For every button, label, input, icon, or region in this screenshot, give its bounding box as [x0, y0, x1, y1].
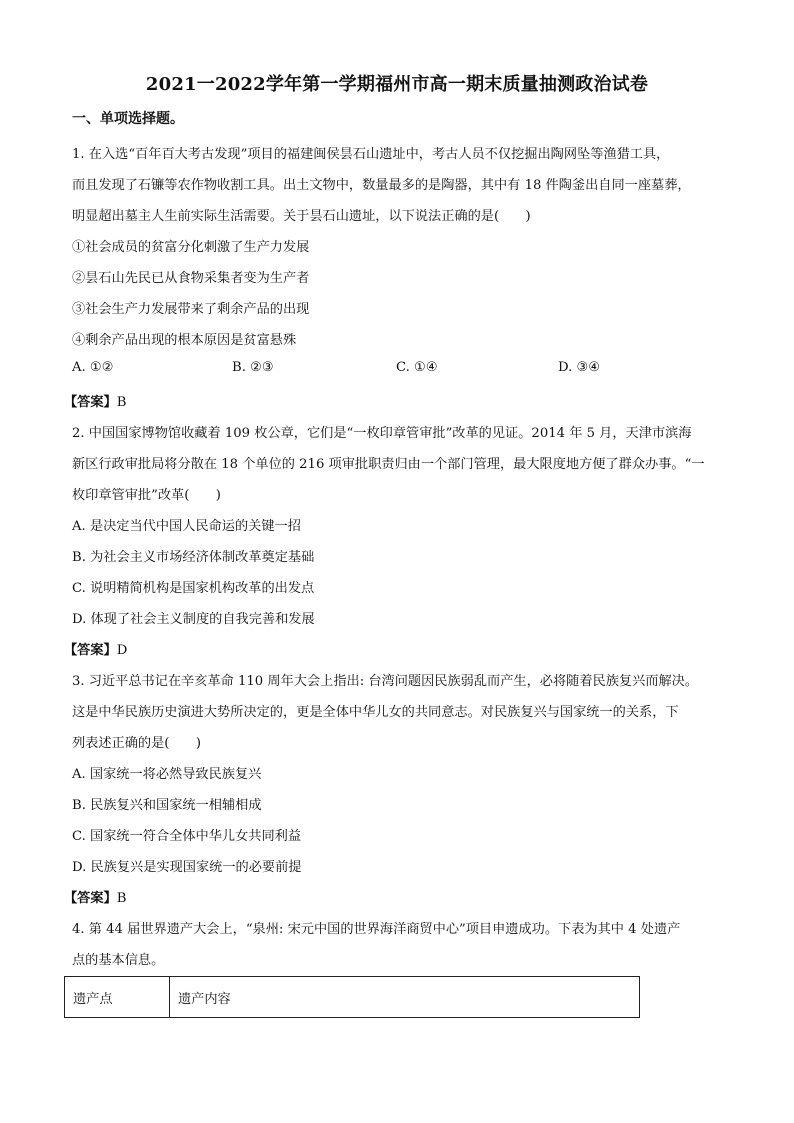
q3-answer: [64, 887, 126, 906]
table-header-row: [65, 977, 640, 1018]
table-header-site: 遗产点: [65, 977, 170, 1018]
q3-stem-line: 这是中华民族历史演进大势所决定的，更是全体中华儿女的共同意志。对民族复兴与国家统一的关系，下: [72, 705, 679, 720]
q2-option-a: A. 是决定当代中国人民命运的关键一招: [72, 519, 301, 534]
q1-option-d: D. ③④: [558, 360, 601, 375]
q2-option-b: B. 为社会主义市场经济体制改革奠定基础: [72, 550, 315, 565]
q3-stem-line: 3. 习近平总书记在辛亥革命 110 周年大会上指出: 台湾问题因民族弱乱而产生，必将随着民族复兴而解决。: [72, 674, 699, 689]
q1-statement-4: ④剩余产品出现的根本原因是贫富悬殊: [72, 333, 297, 348]
q1-option-a: A. ①②: [72, 360, 114, 375]
q2-option-d: D. 体现了社会主义制度的自我完善和发展: [72, 612, 315, 627]
q2-stem-line: 新区行政审批局将分散在 18 个单位的 216 项审批职责归由一个部门管理，最大限度地方便了群众办事。“一: [72, 457, 705, 472]
q1-answer: [64, 391, 126, 410]
q1-stem-line: 而且发现了石镰等农作物收割工具。出土文物中，数量最多的是陶器，其中有 18 件陶釜出自同一座墓葬，: [72, 178, 691, 193]
answer-value: D: [116, 643, 128, 658]
q2-option-c: C. 说明精简机构是国家机构改革的出发点: [72, 581, 315, 596]
answer-value: B: [116, 891, 127, 906]
q3-option-a: A. 国家统一将必然导致民族复兴: [72, 767, 262, 782]
answer-label: 【答案】: [64, 395, 117, 410]
exam-title: 2021一2022学年第一学期福州市高一期末质量抽测政治试卷: [145, 74, 649, 95]
table-header-content: 遗产内容: [170, 977, 640, 1018]
q1-stem-line: 明显超出墓主人生前实际生活需要。关于昙石山遗址，以下说法正确的是( ): [72, 209, 531, 224]
q4-stem-line: 4. 第 44 届世界遗产大会上，“泉州: 宋元中国的世界海洋商贸中心”项目申遗成功。下表为其中 4 处遗产: [72, 922, 681, 937]
q1-statement-3: ③社会生产力发展带来了剩余产品的出现: [72, 302, 310, 317]
heritage-table: [64, 976, 640, 1018]
q2-stem-line: 枚印章管审批”改革( ): [72, 488, 221, 503]
section-heading: 一、单项选择题。: [72, 111, 184, 127]
q1-option-c: C. ①④: [396, 360, 438, 375]
q3-stem-line: 列表述正确的是( ): [72, 736, 201, 751]
q2-answer: [64, 639, 127, 658]
q3-option-c: C. 国家统一符合全体中华儿女共同利益: [72, 829, 302, 844]
q3-option-b: B. 民族复兴和国家统一相辅相成: [72, 798, 262, 813]
answer-value: B: [116, 395, 127, 410]
answer-label: 【答案】: [64, 643, 117, 658]
q1-option-b: B. ②③: [232, 360, 274, 375]
q1-stem-line: 1. 在入选“百年百大考古发现”项目的福建闽侯昙石山遗址中，考古人员不仅挖掘出陶网坠等渔猎工具，: [72, 147, 670, 162]
answer-label: 【答案】: [64, 891, 117, 906]
q1-statement-2: ②昙石山先民已从食物采集者变为生产者: [72, 271, 310, 286]
q4-stem-line: 点的基本信息。: [72, 953, 165, 968]
q2-stem-line: 2. 中国国家博物馆收藏着 109 枚公章，它们是“一枚印章管审批”改革的见证。2014 年 5 月，天津市滨海: [72, 426, 692, 441]
q1-statement-1: ①社会成员的贫富分化刺激了生产力发展: [72, 240, 310, 255]
q3-option-d: D. 民族复兴是实现国家统一的必要前提: [72, 860, 302, 875]
